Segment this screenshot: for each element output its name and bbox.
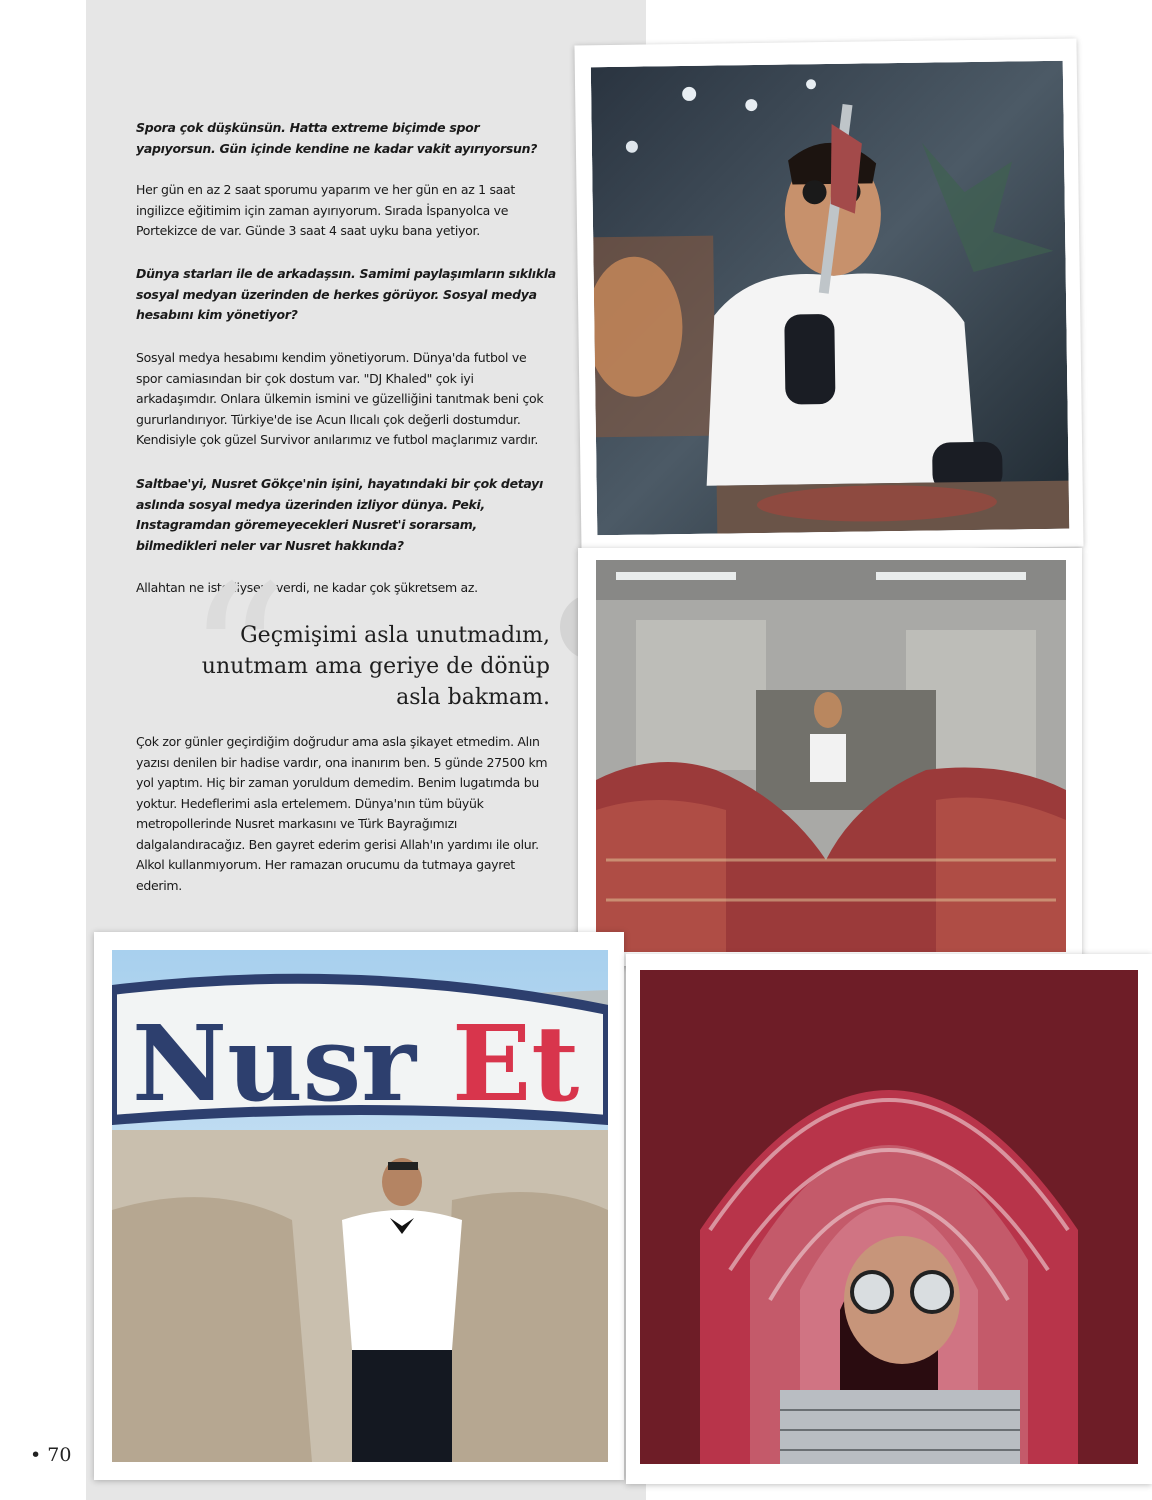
question-3: Saltbae'yi, Nusret Gökçe'nin işini, hayatındaki bir çok detayı aslında sosyal medya üzerinden izliyor dünya. Peki, Instagramdan göremeyecekleri Nusret'i sorarsam, bilmedikleri neler var Nusret hakkında? (136, 476, 544, 553)
quote-mark-icon: “ (186, 543, 289, 776)
answer-4: Çok zor günler geçirdiğim doğrudur ama asla şikayet etmedim. Alın yazısı denilen bir hadise vardır, ona inanırım ben. 5 günde 27500 km yol yaptım. Hiç bir zaman yoruldum demedim. Benim lugatımda bu yoktur. Hedeflerimi asla ertelemem. Dünya'nın tüm büyük metropollerinde Nusret markasını ve Türk Bayrağımızı dalgalandıracağız. Ben gayret ederim gerisi Allah'ın yardımı ile olur. Alkol kullanmıyorum. Her ramazan orucumu da tutmaya gayret ederim. (136, 734, 548, 893)
page-number-value: 70 (47, 1444, 72, 1466)
pull-quote: Geçmişimi asla unutmadım, unutmam ama geriye de dönüp asla bakmam. (201, 623, 550, 710)
photo-meat-room (596, 560, 1066, 952)
photo-meat-tunnel (640, 970, 1138, 1464)
photo-frame-meat-room (578, 548, 1082, 966)
question-1: Spora çok düşkünsün. Hatta extreme biçimde spor yapıyorsun. Gün içinde kendine ne kadar vakit ayırıyorsun? (136, 120, 538, 156)
photo-frame-chef-knife (574, 39, 1083, 554)
answer-2: Sosyal medya hesabımı kendim yönetiyorum. Dünya'da futbol ve spor camiasından bir çok dostum var. "DJ Khaled" çok iyi arkadaşımdır. Onlara ülkemin ismini ve güzelliğini tanıtmak beni çok gururlandırıyor. Türkiye'de ise Acun Ilıcalı çok değerli dostumdur. Kendisiyle çok güzel Survivor anılarımız ve futbol maçlarımız vardır. (136, 350, 544, 447)
page-bullet: • (30, 1444, 42, 1466)
photo-frame-meat-tunnel (626, 954, 1152, 1484)
sign-text-red: Et (452, 1002, 580, 1125)
photo-frame-nusret-sign (94, 932, 624, 1480)
page-number (30, 1444, 71, 1466)
question-2: Dünya starları ile de arkadaşsın. Samimi paylaşımların sıklıkla sosyal medyan üzerinden de herkes görüyor. Sosyal medya hesabını kim yönetiyor? (136, 266, 556, 322)
photo-chef-knife (591, 61, 1069, 536)
sign-text-main: Nusr (132, 1002, 417, 1125)
answer-3: Allahtan ne istediysem verdi, ne kadar çok şükretsem az. (136, 580, 478, 595)
answer-1: Her gün en az 2 saat sporumu yaparım ve her gün en az 1 saat ingilizce eğitimim için zaman ayırıyorum. Sırada İspanyolca ve Portekizce de var. Günde 3 saat 4 saat uyku bana yetiyor. (136, 182, 515, 238)
photo-nusret-sign (112, 950, 608, 1462)
